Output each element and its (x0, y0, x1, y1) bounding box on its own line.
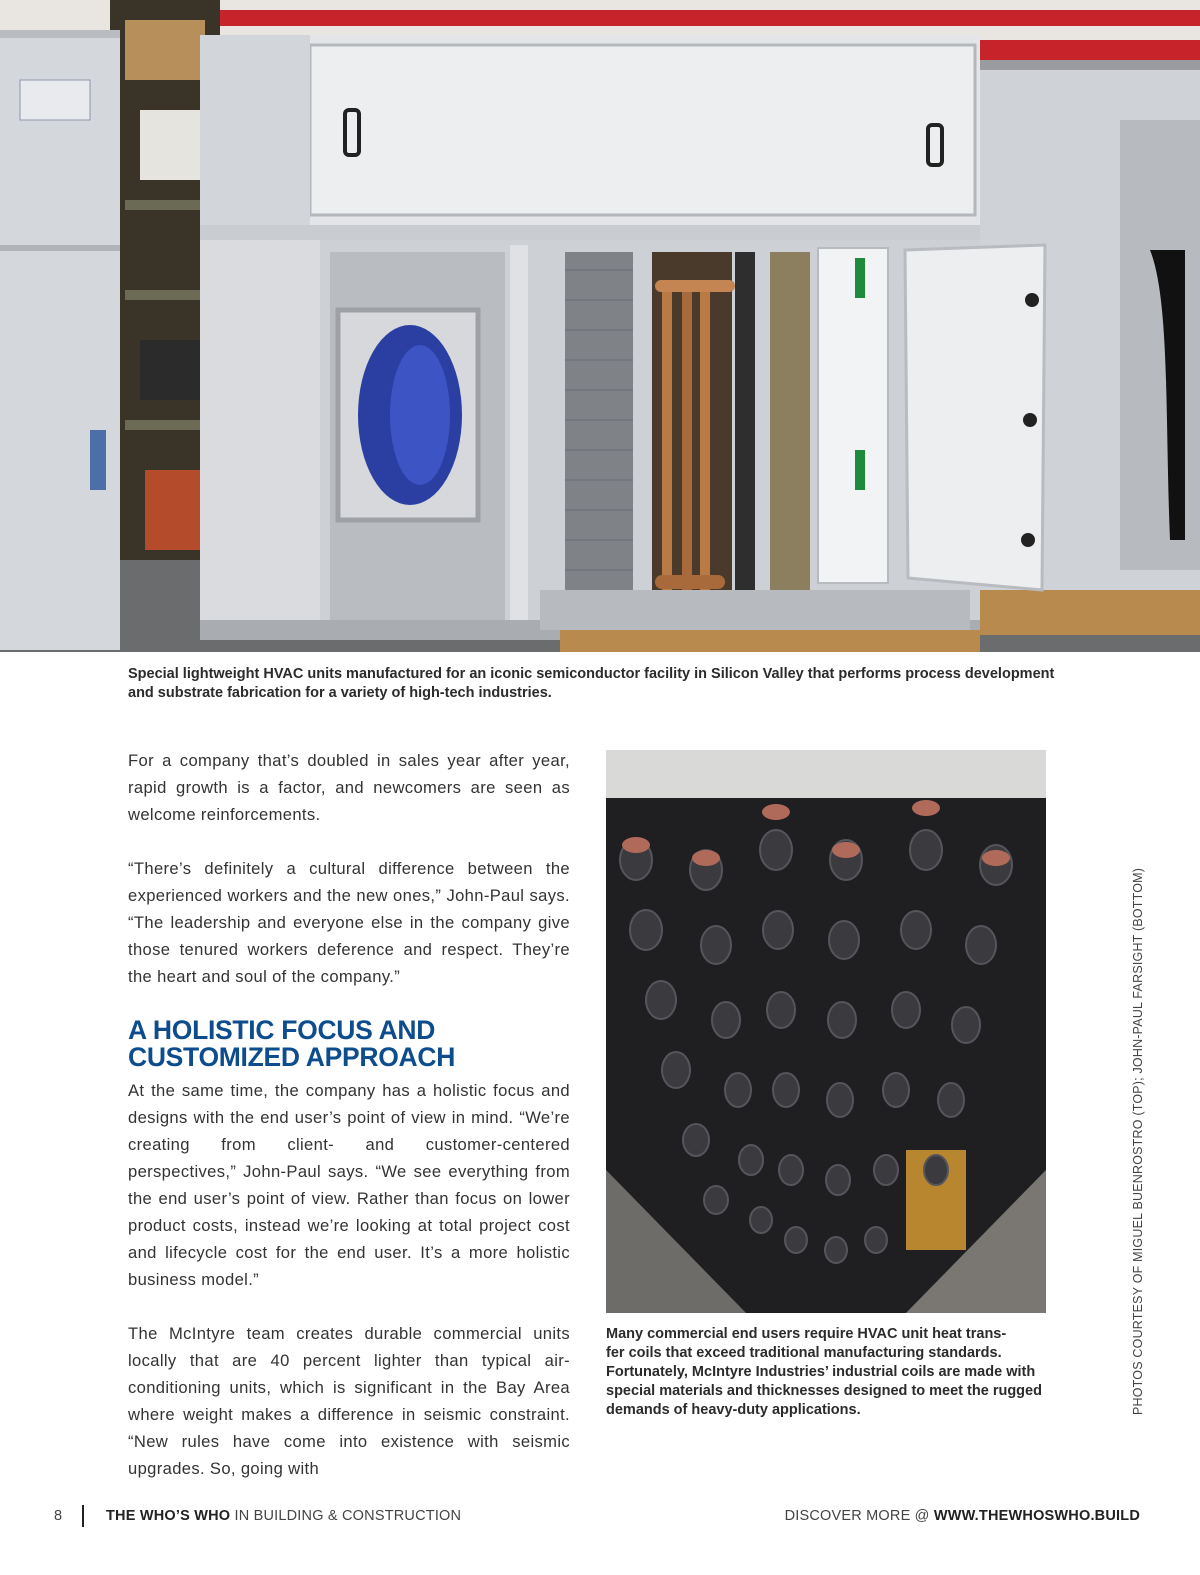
page-number: 8 (54, 1508, 63, 1524)
publication-name (106, 1508, 461, 1524)
discover-more (785, 1508, 1140, 1524)
article-paragraph: The McIntyre team creates durable commercial units locally that are 40 percent lighter than typical air-conditioning units, which is significant in the Bay Area where weight makes a difference in seismic constraint. “New rules have come into existence with seismic upgrades. So, going with (128, 1324, 570, 1478)
heat-transfer-coil-photo (606, 750, 1046, 1313)
article-paragraph: For a company that’s doubled in sales year after year, rapid growth is a factor, and newcomers are seen as welcome reinforcements. (128, 751, 570, 824)
top-photo-caption: Special lightweight HVAC units manufactured for an iconic semiconductor facility in Silicon Valley that performs process development and substrate fabrication for a variety of high-tech industries. (128, 666, 1055, 701)
discover-prefix: DISCOVER MORE @ (784, 1508, 934, 1524)
section-heading-line: A HOLISTIC FOCUS AND (128, 1015, 436, 1045)
side-photo-caption (606, 1325, 1046, 1420)
photo-credit: PHOTOS COURTESY OF MIGUEL BUENROSTRO (TOP); JOHN-PAUL FARSIGHT (BOTTOM) (1131, 867, 1145, 1415)
footer-divider (82, 1505, 84, 1527)
article-paragraph: At the same time, the company has a holistic focus and designs with the end user’s point of view in mind. “We’re creating from client- and customer-centered perspectives,” John-Paul says. “We see everything from the end user’s point of view. Rather than focus on lower product costs, instead we’re looking at total project cost and lifecycle cost for the end user. It’s a more holistic business model.” (128, 1081, 570, 1289)
caption-line: fer coils that exceed traditional manufacturing standards. (606, 1345, 1002, 1361)
caption-line: Many commercial end users require HVAC unit heat trans- (606, 1326, 1007, 1342)
article-paragraph: “There’s definitely a cultural difference between the experienced workers and the new ones,” John-Paul says. “The leadership and everyone else in the company give those tenured workers deference and respect. They’re the heart and soul of the company.” (128, 859, 570, 986)
publication-name-bold: THE WHO’S WHO (106, 1508, 231, 1524)
article-column (128, 747, 570, 1509)
website-link[interactable]: WWW.THEWHOSWHO.BUILD (933, 1508, 1140, 1524)
caption-line: special materials and thicknesses designed to meet the rugged (606, 1383, 1042, 1399)
hvac-unit-illustration (0, 0, 1200, 652)
coil-illustration (606, 750, 1046, 1313)
page-footer (0, 1500, 1200, 1534)
caption-line: demands of heavy-duty applications. (606, 1402, 861, 1418)
hvac-unit-photo (0, 0, 1200, 652)
publication-name-rest: IN BUILDING & CONSTRUCTION (230, 1508, 462, 1524)
section-heading (128, 1017, 570, 1071)
section-heading-line: CUSTOMIZED APPROACH (128, 1042, 456, 1072)
caption-line: Fortunately, McIntyre Industries’ industrial coils are made with (606, 1364, 1036, 1380)
